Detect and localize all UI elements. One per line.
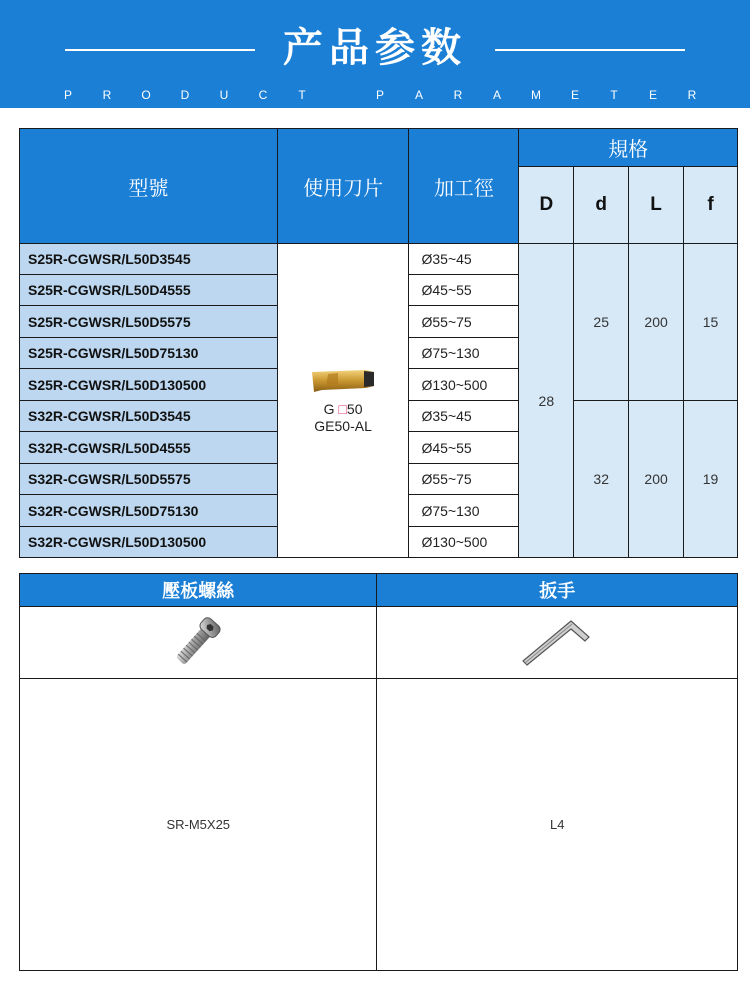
bore-cell: Ø45~55 — [409, 432, 519, 464]
subtitle-letter: P — [63, 88, 72, 102]
wrench-image-cell — [377, 607, 738, 679]
model-cell: S25R-CGWSR/L50D75130 — [20, 338, 278, 369]
model-cell: S25R-CGWSR/L50D5575 — [20, 306, 278, 338]
bore-cell: Ø35~45 — [409, 244, 519, 275]
group1-d: 25 — [574, 244, 629, 401]
subtitle-letter: T — [298, 88, 306, 102]
header-spec: 規格 — [519, 129, 738, 167]
header-D: D — [519, 167, 574, 244]
header-clamp-screw: 壓板螺絲 — [20, 574, 377, 607]
model-cell: S32R-CGWSR/L50D75130 — [20, 495, 278, 527]
screw-spec: SR-M5X25 — [20, 679, 377, 971]
subtitle-letter: D — [180, 88, 190, 102]
model-cell: S32R-CGWSR/L50D5575 — [20, 464, 278, 495]
group1-f: 15 — [684, 244, 738, 401]
page-subtitle — [60, 88, 700, 102]
bore-cell: Ø130~500 — [409, 369, 519, 401]
header-d: d — [574, 167, 629, 244]
D-value: 28 — [519, 244, 574, 558]
bore-cell: Ø75~130 — [409, 495, 519, 527]
insert-blade-image — [308, 366, 378, 396]
subtitle-letter: R — [687, 88, 697, 102]
hex-wrench-icon — [517, 611, 597, 671]
subtitle-letter: M — [531, 88, 541, 102]
spec-table — [19, 128, 738, 558]
subtitle-letter: R — [102, 88, 112, 102]
page-title: 产品参数 — [283, 25, 467, 71]
subtitle-letter: R — [453, 88, 463, 102]
group1-L: 200 — [629, 244, 684, 401]
model-cell: S32R-CGWSR/L50D130500 — [20, 527, 278, 558]
bore-cell: Ø45~55 — [409, 275, 519, 306]
screw-icon — [163, 611, 233, 671]
header-banner — [0, 0, 750, 108]
subtitle-letter: P — [375, 88, 384, 102]
subtitle-letter: C — [258, 88, 268, 102]
wrench-spec: L4 — [377, 679, 738, 971]
insert-code-suffix: 50 — [346, 401, 363, 417]
bore-cell: Ø55~75 — [409, 306, 519, 338]
header-f: f — [684, 167, 738, 244]
bore-cell: Ø35~45 — [409, 401, 519, 432]
subtitle-letter: A — [414, 88, 423, 102]
group2-d: 32 — [574, 401, 629, 558]
subtitle-letter: A — [492, 88, 501, 102]
insert-code-line2: GE50-AL — [314, 418, 372, 434]
subtitle-letter: E — [570, 88, 579, 102]
model-cell: S32R-CGWSR/L50D4555 — [20, 432, 278, 464]
accessory-table — [19, 573, 738, 971]
subtitle-letter: U — [219, 88, 229, 102]
bore-cell: Ø75~130 — [409, 338, 519, 369]
header-insert: 使用刀片 — [277, 129, 409, 244]
model-cell: S25R-CGWSR/L50D130500 — [20, 369, 278, 401]
bore-cell: Ø130~500 — [409, 527, 519, 558]
insert-code-prefix: G — [323, 401, 335, 417]
group2-L: 200 — [629, 401, 684, 558]
bore-cell: Ø55~75 — [409, 464, 519, 495]
subtitle-letter — [333, 88, 349, 102]
header-L: L — [629, 167, 684, 244]
header-wrench: 扳手 — [377, 574, 738, 607]
header-model: 型號 — [20, 129, 278, 244]
model-cell: S25R-CGWSR/L50D3545 — [20, 244, 278, 275]
insert-code-mark: □ — [338, 401, 347, 417]
subtitle-letter: E — [648, 88, 657, 102]
model-cell: S25R-CGWSR/L50D4555 — [20, 275, 278, 306]
model-cell: S32R-CGWSR/L50D3545 — [20, 401, 278, 432]
header-bore: 加工徑 — [409, 129, 519, 244]
subtitle-letter: O — [141, 88, 151, 102]
screw-image-cell — [20, 607, 377, 679]
subtitle-letter: T — [610, 88, 618, 102]
group2-f: 19 — [684, 401, 738, 558]
insert-cell — [277, 244, 409, 558]
